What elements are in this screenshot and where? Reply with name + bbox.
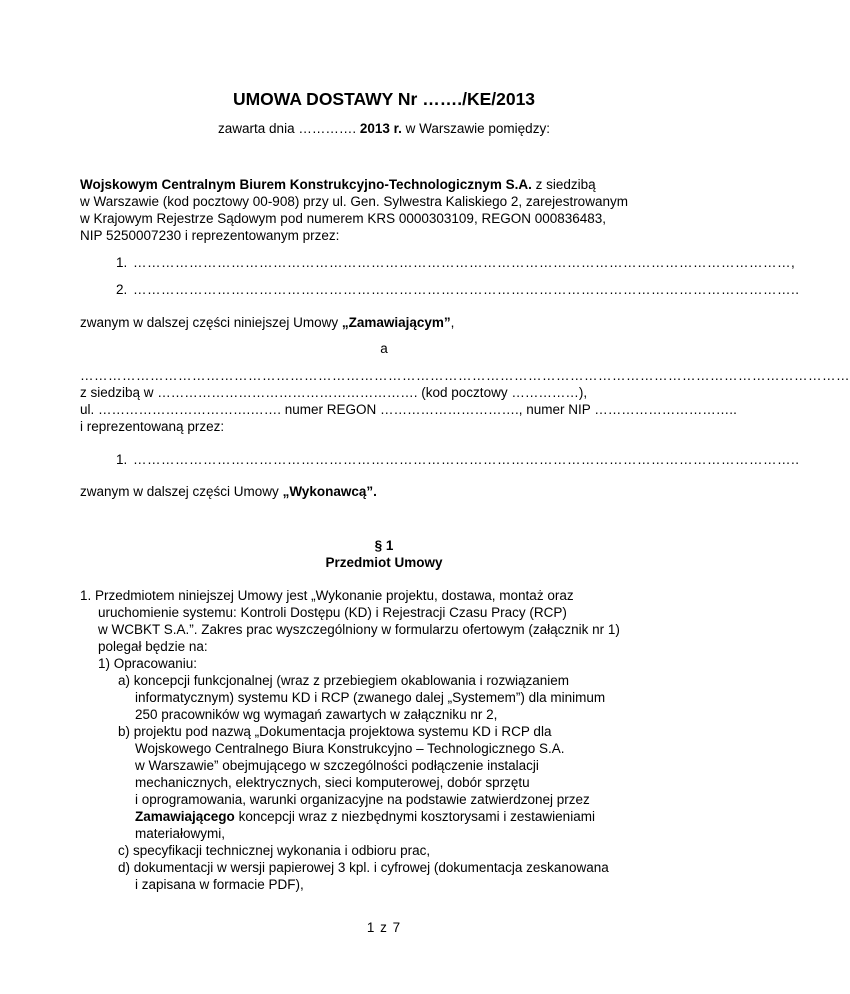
party1-called-name: „Zamawiającym” [341, 315, 451, 330]
item-d-line2: i zapisana w formacie PDF), [135, 877, 304, 892]
item-a-line2: informatycznym) systemu KD i RCP (zwanego dalej „Systemem”) dla minimum [135, 690, 606, 705]
item-b-line4: mechanicznych, elektrycznych, sieci komputerowej, dobór sprzętu [135, 775, 530, 790]
party2-rep1-number: 1. [116, 452, 128, 467]
party2-rep1-field: …………………………………………………………………………………………………………………………….. [133, 452, 800, 467]
section1-heading: Przedmiot Umowy [325, 555, 443, 570]
party1-called [80, 314, 454, 331]
section1-p1-line3: w WCBKT S.A.”. Zakres prac wyszczególniony w formularzu ofertowym (załącznik nr 1) [98, 622, 620, 637]
page-number: 1 z 7 [366, 920, 402, 935]
party1-rep1-number: 1. [116, 255, 128, 270]
party2-street-line: ul. …………………………….……. numer REGON …………………………., numer NIP ………………………….. [80, 402, 737, 417]
party2-name-field: ………………………………………………………………………………………………………………………………………………… [80, 368, 850, 383]
item-b-line5: i oprogramowania, warunki organizacyjne na podstawie zatwierdzonej przez [135, 792, 590, 807]
concluded-suffix: w Warszawie pomiędzy: [405, 121, 550, 136]
party1-called-prefix: zwanym w dalszej części niniejszej Umowy [80, 315, 339, 330]
party1-rep1-field: ……………………………………………………………………………………………………………………………, [133, 255, 796, 270]
party2-called-prefix: zwanym w dalszej części Umowy [80, 484, 279, 499]
party1-name-suffix: z siedzibą [535, 177, 596, 192]
item-b-line3: w Warszawie” obejmującego w szczególności podłączenie instalacji [135, 758, 539, 773]
party1-rep2-field: …………………………………………………………………………………………………………………………….. [133, 282, 800, 297]
item-b-bold-party: Zamawiającego [135, 809, 235, 824]
party1-line1 [80, 176, 596, 193]
item-b-line6 [135, 808, 595, 825]
party1-line3: w Krajowym Rejestrze Sądowym pod numerem KRS 0000303109, REGON 000836483, [80, 211, 607, 226]
section1-p1-line1: 1. Przedmiotem niniejszej Umowy jest „Wykonanie projektu, dostawa, montaż oraz [80, 588, 574, 603]
party2-called [80, 483, 377, 500]
item-c: c) specyfikacji technicznej wykonania i odbioru prac, [118, 843, 431, 858]
party1-line4: NIP 5250007230 i reprezentowanym przez: [80, 228, 340, 243]
item-a-line1: a) koncepcji funkcjonalnej (wraz z przebiegiem okablowania i rozwiązaniem [118, 673, 569, 688]
party1-rep2-number: 2. [116, 282, 128, 297]
item-d-line1: d) dokumentacji w wersji papierowej 3 kpl. i cyfrowej (dokumentacja zeskanowana [118, 860, 609, 875]
item-b-line7: materiałowymi, [135, 826, 226, 841]
document-title: UMOWA DOSTAWY Nr ……./KE/2013 [232, 89, 536, 109]
party1-called-suffix: , [450, 315, 455, 330]
section1-symbol: § 1 [374, 538, 394, 553]
item-a-line3: 250 pracowników wg wymagań zawartych w załączniku nr 2, [135, 707, 498, 722]
party2-called-name: „Wykonawcą”. [282, 484, 377, 499]
concluded-line [0, 120, 768, 137]
party1-line2: w Warszawie (kod pocztowy 00-908) przy ul. Gen. Sylwestra Kaliskiego 2, zarejestrowanym [80, 194, 628, 209]
section1-p1-line4: polegał będzie na: [98, 639, 208, 654]
party1-name: Wojskowym Centralnym Biurem Konstrukcyjno-Technologicznym S.A. [80, 177, 532, 192]
party2-seat-line: z siedzibą w …………………………………………………. (kod pocztowy ……………), [80, 385, 588, 400]
section1-sub1: 1) Opracowaniu: [98, 656, 198, 671]
and-separator: a [380, 341, 388, 356]
item-b-line1: b) projektu pod nazwą „Dokumentacja projektowa systemu KD i RCP dla [118, 724, 552, 739]
concluded-year: 2013 r. [359, 121, 402, 136]
section1-p1-line2: uruchomienie systemu: Kontroli Dostępu (KD) i Rejestracji Czasu Pracy (RCP) [98, 605, 567, 620]
concluded-prefix: zawarta dnia …………. [218, 121, 357, 136]
item-b-after-bold: koncepcji wraz z niezbędnymi kosztorysami i zestawieniami [238, 809, 595, 824]
party2-rep-label: i reprezentowaną przez: [80, 419, 225, 434]
item-b-line2: Wojskowego Centralnego Biura Konstrukcyjno – Technologicznego S.A. [135, 741, 565, 756]
